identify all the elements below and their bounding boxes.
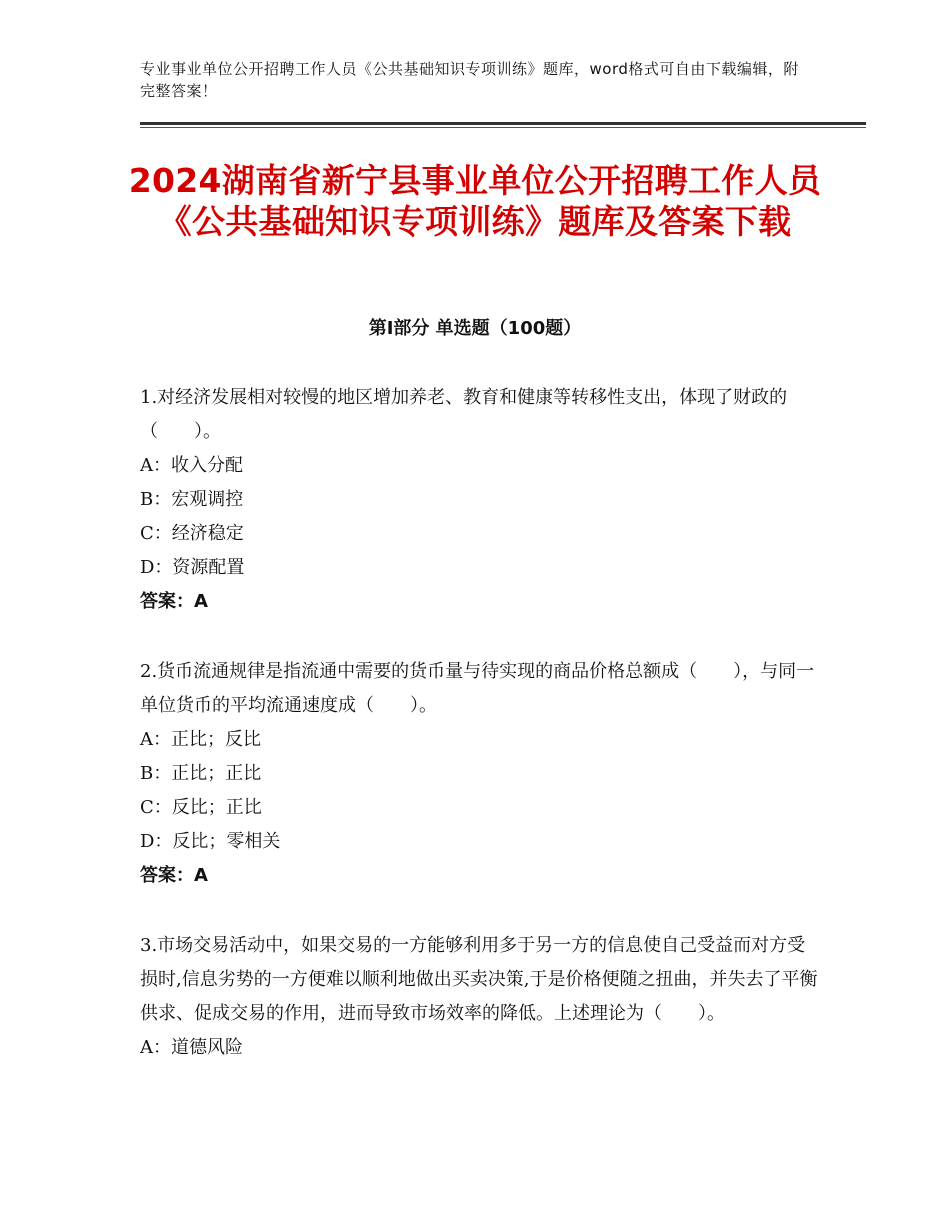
- option-b: B：宏观调控: [140, 489, 244, 510]
- option-a: A：正比；反比: [140, 729, 261, 750]
- question-stem: 3.市场交易活动中，如果交易的一方能够利用多于另一方的信息使自己受益而对方受损时,信息劣势的一方便难以顺利地做出买卖决策,于是价格便随之扭曲，并失去了平衡供求、促成交易的作用，进而导致市场效率的降低。上述理论为（ ）。: [140, 935, 818, 1024]
- option-b: B：正比；正比: [140, 763, 262, 784]
- option-d: D：反比；零相关: [140, 831, 281, 852]
- option-c: C：经济稳定: [140, 523, 244, 544]
- document-title: 2024湖南省新宁县事业单位公开招聘工作人员《公共基础知识专项训练》题库及答案下载: [128, 161, 822, 241]
- question-2: [140, 655, 820, 893]
- answer: 答案：A: [140, 865, 208, 886]
- option-a: A：收入分配: [140, 455, 243, 476]
- option-c: C：反比；正比: [140, 797, 262, 818]
- question-stem: 2.货币流通规律是指流通中需要的货币量与待实现的商品价格总额成（ ），与同一单位货币的平均流通速度成（ ）。: [140, 661, 815, 716]
- question-3: [140, 929, 820, 1065]
- header-divider-thin: [140, 127, 866, 128]
- header-note: 专业事业单位公开招聘工作人员《公共基础知识专项训练》题库，word格式可自由下载编辑，附完整答案！: [140, 60, 799, 100]
- section-heading: 第Ⅰ部分 单选题（100题）: [368, 318, 582, 339]
- answer: 答案：A: [140, 591, 208, 612]
- question-stem: 1.对经济发展相对较慢的地区增加养老、教育和健康等转移性支出，体现了财政的（ ）。: [140, 387, 788, 442]
- option-d: D：资源配置: [140, 557, 245, 578]
- header-divider-thick: [140, 122, 866, 125]
- question-1: [140, 381, 820, 619]
- option-a: A：道德风险: [140, 1037, 243, 1058]
